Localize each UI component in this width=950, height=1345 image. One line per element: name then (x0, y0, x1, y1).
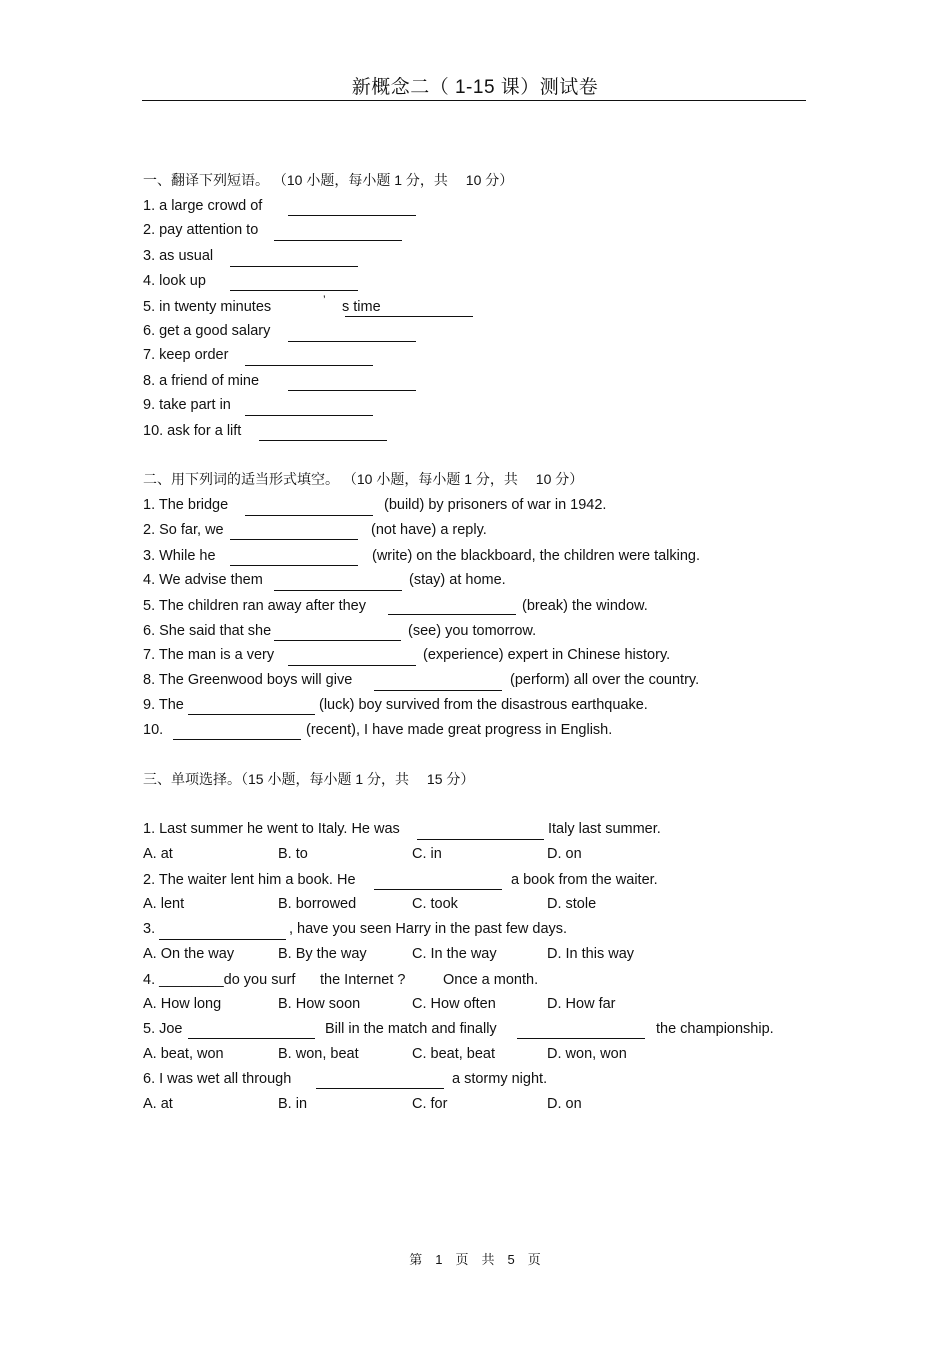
s3-q4-stem: 4. ________do you surf (143, 972, 296, 988)
s2-item-4-post: (stay) at home. (409, 572, 506, 588)
s3-q3-stem: 3. (143, 921, 156, 937)
s2-answer-blank-10[interactable] (173, 739, 301, 740)
s3-q2-option-c[interactable]: C. took (412, 896, 458, 912)
s2-answer-blank-9[interactable] (188, 714, 315, 715)
s1-answer-blank-3[interactable] (230, 266, 358, 267)
s1-answer-blank-8[interactable] (288, 390, 416, 391)
section2-heading: 二、用下列词的适当形式填空。 （10 小题，每小题 1 分，共 10 分） (143, 471, 584, 487)
s1-item-5: 5. in twenty minutes (143, 299, 272, 315)
s2-item-6-pre: 6. She said that she (143, 623, 272, 639)
section1-heading: 一、翻译下列短语。 （10 小题，每小题 1 分，共 10 分） (143, 172, 514, 188)
s1-item-10: 10. ask for a lift (143, 423, 242, 439)
s3-q1-stem-end: Italy last summer. (548, 821, 661, 837)
s2-item-10-post: (recent), I have made great progress in English. (306, 722, 613, 738)
s1-item-7: 7. keep order (143, 347, 229, 363)
page-footer: 第 1 页 共 5 页 (409, 1252, 541, 1267)
s2-item-3-post: (write) on the blackboard, the children were talking. (372, 548, 701, 564)
s3-q6-option-b[interactable]: B. in (278, 1096, 308, 1112)
s3-q5-option-d[interactable]: D. won, won (547, 1046, 627, 1062)
s2-item-8-pre: 8. The Greenwood boys will give (143, 672, 353, 688)
s2-answer-blank-2[interactable] (230, 539, 358, 540)
s3-q1-option-c[interactable]: C. in (412, 846, 442, 862)
s3-q3-option-a[interactable]: A. On the way (143, 946, 235, 962)
s2-item-1-post: (build) by prisoners of war in 1942. (384, 497, 607, 513)
s3-q3-option-b[interactable]: B. By the way (278, 946, 367, 962)
s3-q5-stem: 5. Joe (143, 1021, 183, 1037)
s2-item-9-post: (luck) boy survived from the disastrous earthquake. (319, 697, 648, 713)
s2-answer-blank-7[interactable] (288, 665, 416, 666)
s1-answer-blank-2[interactable] (274, 240, 402, 241)
section3-heading: 三、单项选择。（15 小题，每小题 1 分，共 15 分） (143, 771, 475, 787)
s3-q6-blank[interactable] (316, 1088, 444, 1089)
s3-q5-blank-1[interactable] (188, 1038, 315, 1039)
s3-q2-blank[interactable] (374, 889, 502, 890)
s1-answer-blank-7[interactable] (245, 365, 373, 366)
s3-q5-option-c[interactable]: C. beat, beat (412, 1046, 496, 1062)
s2-item-10-pre: 10. (143, 722, 164, 738)
s3-q6-option-a[interactable]: A. at (143, 1096, 173, 1112)
s2-item-4-pre: 4. We advise them (143, 572, 263, 588)
s1-item-9: 9. take part in (143, 397, 231, 413)
title-underline (142, 100, 806, 101)
s3-q2-option-a[interactable]: A. lent (143, 896, 185, 912)
s3-q6-stem-end: a stormy night. (452, 1071, 548, 1087)
s3-q2-option-d[interactable]: D. stole (547, 896, 597, 912)
s2-item-7-post: (experience) expert in Chinese history. (423, 647, 671, 663)
s3-q3-option-c[interactable]: C. In the way (412, 946, 497, 962)
s2-item-6-post: (see) you tomorrow. (408, 623, 537, 639)
s3-q1-option-d[interactable]: D. on (547, 846, 582, 862)
s3-q5-option-a[interactable]: A. beat, won (143, 1046, 224, 1062)
s2-answer-blank-4[interactable] (274, 590, 402, 591)
s3-q6-option-d[interactable]: D. on (547, 1096, 582, 1112)
s2-item-1-pre: 1. The bridge (143, 497, 229, 513)
s3-q5-option-b[interactable]: B. won, beat (278, 1046, 359, 1062)
s3-q1-stem: 1. Last summer he went to Italy. He was (143, 821, 400, 837)
s2-item-5-post: (break) the window. (522, 598, 648, 614)
s1-item-5-suffix: s time (342, 299, 381, 315)
s2-answer-blank-6[interactable] (274, 640, 401, 641)
s2-answer-blank-1[interactable] (245, 515, 373, 516)
s1-item-2: 2. pay attention to (143, 222, 259, 238)
s1-item-6: 6. get a good salary (143, 323, 271, 339)
s3-q4-option-c[interactable]: C. How often (412, 996, 496, 1012)
s3-q4-stem-mid: the Internet ? (320, 972, 406, 988)
s2-answer-blank-5[interactable] (388, 614, 516, 615)
s3-q1-option-a[interactable]: A. at (143, 846, 173, 862)
s3-q6-option-c[interactable]: C. for (412, 1096, 448, 1112)
s1-item-3: 3. as usual (143, 248, 214, 264)
s1-item-5-apostrophe: ’ (323, 293, 326, 307)
s1-answer-blank-1[interactable] (288, 215, 416, 216)
s2-item-2-pre: 2. So far, we (143, 522, 224, 538)
s3-q3-blank[interactable] (159, 939, 286, 940)
s3-q1-option-b[interactable]: B. to (278, 846, 308, 862)
s3-q4-stem-answer: Once a month. (443, 972, 539, 988)
s2-item-7-pre: 7. The man is a very (143, 647, 275, 663)
s3-q3-stem-end: , have you seen Harry in the past few days. (289, 921, 568, 937)
s1-item-4: 4. look up (143, 273, 206, 289)
s3-q1-blank[interactable] (417, 839, 544, 840)
s1-item-8: 8. a friend of mine (143, 373, 260, 389)
s3-q4-option-a[interactable]: A. How long (143, 996, 222, 1012)
s2-item-9-pre: 9. The (143, 697, 184, 713)
s1-answer-blank-4[interactable] (230, 290, 358, 291)
s3-q5-stem-mid: Bill in the match and finally (325, 1021, 497, 1037)
s3-q3-option-d[interactable]: D. In this way (547, 946, 635, 962)
s1-answer-blank-6[interactable] (288, 341, 416, 342)
s2-answer-blank-8[interactable] (374, 690, 502, 691)
s1-answer-blank-5[interactable] (345, 316, 473, 317)
s1-item-1: 1. a large crowd of (143, 198, 263, 214)
s2-item-3-pre: 3. While he (143, 548, 216, 564)
s2-item-5-pre: 5. The children ran away after they (143, 598, 366, 614)
page-title: 新概念二（ 1-15 课）测试卷 (351, 77, 599, 98)
s3-q6-stem: 6. I was wet all through (143, 1071, 292, 1087)
s3-q5-blank-2[interactable] (517, 1038, 645, 1039)
s3-q2-stem-end: a book from the waiter. (511, 872, 658, 888)
s3-q4-option-b[interactable]: B. How soon (278, 996, 361, 1012)
s2-item-8-post: (perform) all over the country. (510, 672, 700, 688)
s2-answer-blank-3[interactable] (230, 565, 358, 566)
s3-q2-stem: 2. The waiter lent him a book. He (143, 872, 356, 888)
s1-answer-blank-10[interactable] (259, 440, 387, 441)
s1-answer-blank-9[interactable] (245, 415, 373, 416)
s3-q5-stem-end: the championship. (656, 1021, 774, 1037)
s3-q4-option-d[interactable]: D. How far (547, 996, 616, 1012)
s2-item-2-post: (not have) a reply. (371, 522, 487, 538)
s3-q2-option-b[interactable]: B. borrowed (278, 896, 357, 912)
